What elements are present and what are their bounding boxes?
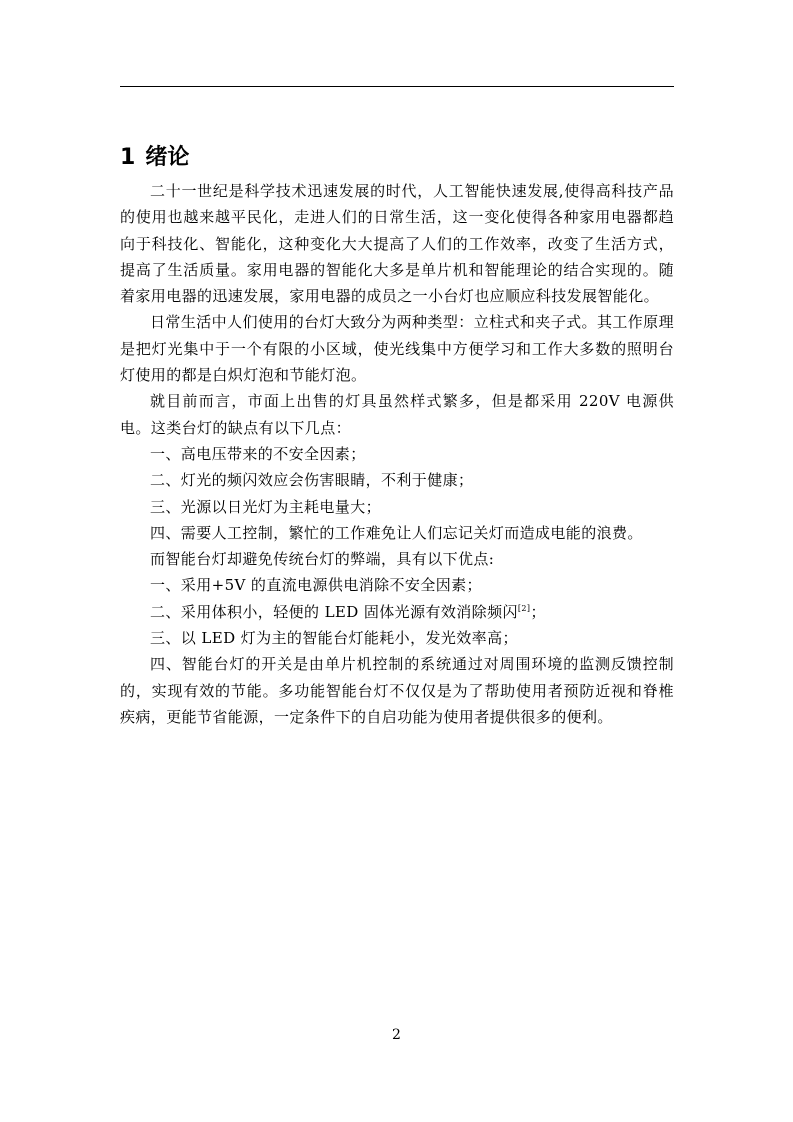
paragraph-text: 三、光源以日光灯为主耗电量大；	[150, 497, 382, 516]
chapter-title: 绪论	[145, 145, 190, 170]
lamp-types-paragraph	[120, 309, 674, 388]
paragraph-text: 一、高电压带来的不安全因素；	[150, 444, 366, 463]
header-rule	[120, 86, 674, 87]
advantages-intro	[120, 546, 674, 572]
chapter-heading	[120, 142, 674, 174]
advantage-item-2	[120, 599, 674, 625]
paragraph-text: 一、采用+5V 的直流电源供电消除不安全因素；	[150, 576, 482, 595]
drawback-item-1	[120, 441, 674, 467]
paragraph-text: 二、灯光的频闪效应会伤害眼睛，不利于健康；	[150, 471, 474, 490]
intro-paragraph	[120, 178, 674, 309]
paragraph-text: 就目前而言，市面上出售的灯具虽然样式繁多，但是都采用 220V 电源供电。这类台灯的缺点有以下几点：	[120, 392, 674, 437]
paragraph-text: 四、需要人工控制，繁忙的工作难免让人们忘记关灯而造成电能的浪费。	[150, 523, 643, 542]
advantage-item-3	[120, 625, 674, 651]
paragraph-tail: ；	[530, 602, 546, 621]
page-body	[120, 142, 674, 730]
drawback-item-2	[120, 467, 674, 493]
paragraph-text: 日常生活中人们使用的台灯大致分为两种类型：立柱式和夹子式。其工作原理是把灯光集中于一个有限的小区域，使光线集中方便学习和工作大多数的照明台灯使用的都是白炽灯泡和节能灯泡。	[120, 313, 674, 385]
paragraph-text: 三、以 LED 灯为主的智能台灯能耗小，发光效率高；	[150, 629, 518, 648]
drawback-item-3	[120, 494, 674, 520]
citation-ref: [2]	[517, 603, 531, 613]
paragraph-text: 二、采用体积小，轻便的 LED 固体光源有效消除频闪	[150, 602, 518, 621]
paragraph-text: 四、智能台灯的开关是由单片机控制的系统通过对周围环境的监测反馈控制的，实现有效的节能。多功能智能台灯不仅仅是为了帮助使用者预防近视和脊椎疾病，更能节省能源，一定条件下的自启功能为使用者提供很多的便利。	[120, 655, 674, 726]
advantage-item-1	[120, 572, 674, 598]
page-number: 2	[392, 1027, 401, 1043]
market-paragraph	[120, 388, 674, 441]
paragraph-text: 二十一世纪是科学技术迅速发展的时代，人工智能快速发展,使得高科技产品的使用也越来越平民化，走进人们的日常生活，这一变化使得各种家用电器都趋向于科技化、智能化，这种变化大大提高了人们的工作效率，改变了生活方式，提高了生活质量。家用电器的智能化大多是单片机和智能理论的结合实现的。随着家用电器的迅速发展，家用电器的成员之一小台灯也应顺应科技发展智能化。	[120, 182, 674, 306]
chapter-number: 1	[120, 145, 136, 170]
advantage-item-4	[120, 651, 674, 730]
paragraph-text: 而智能台灯却避免传统台灯的弊端，具有以下优点:	[150, 550, 495, 569]
drawback-item-4	[120, 520, 674, 546]
